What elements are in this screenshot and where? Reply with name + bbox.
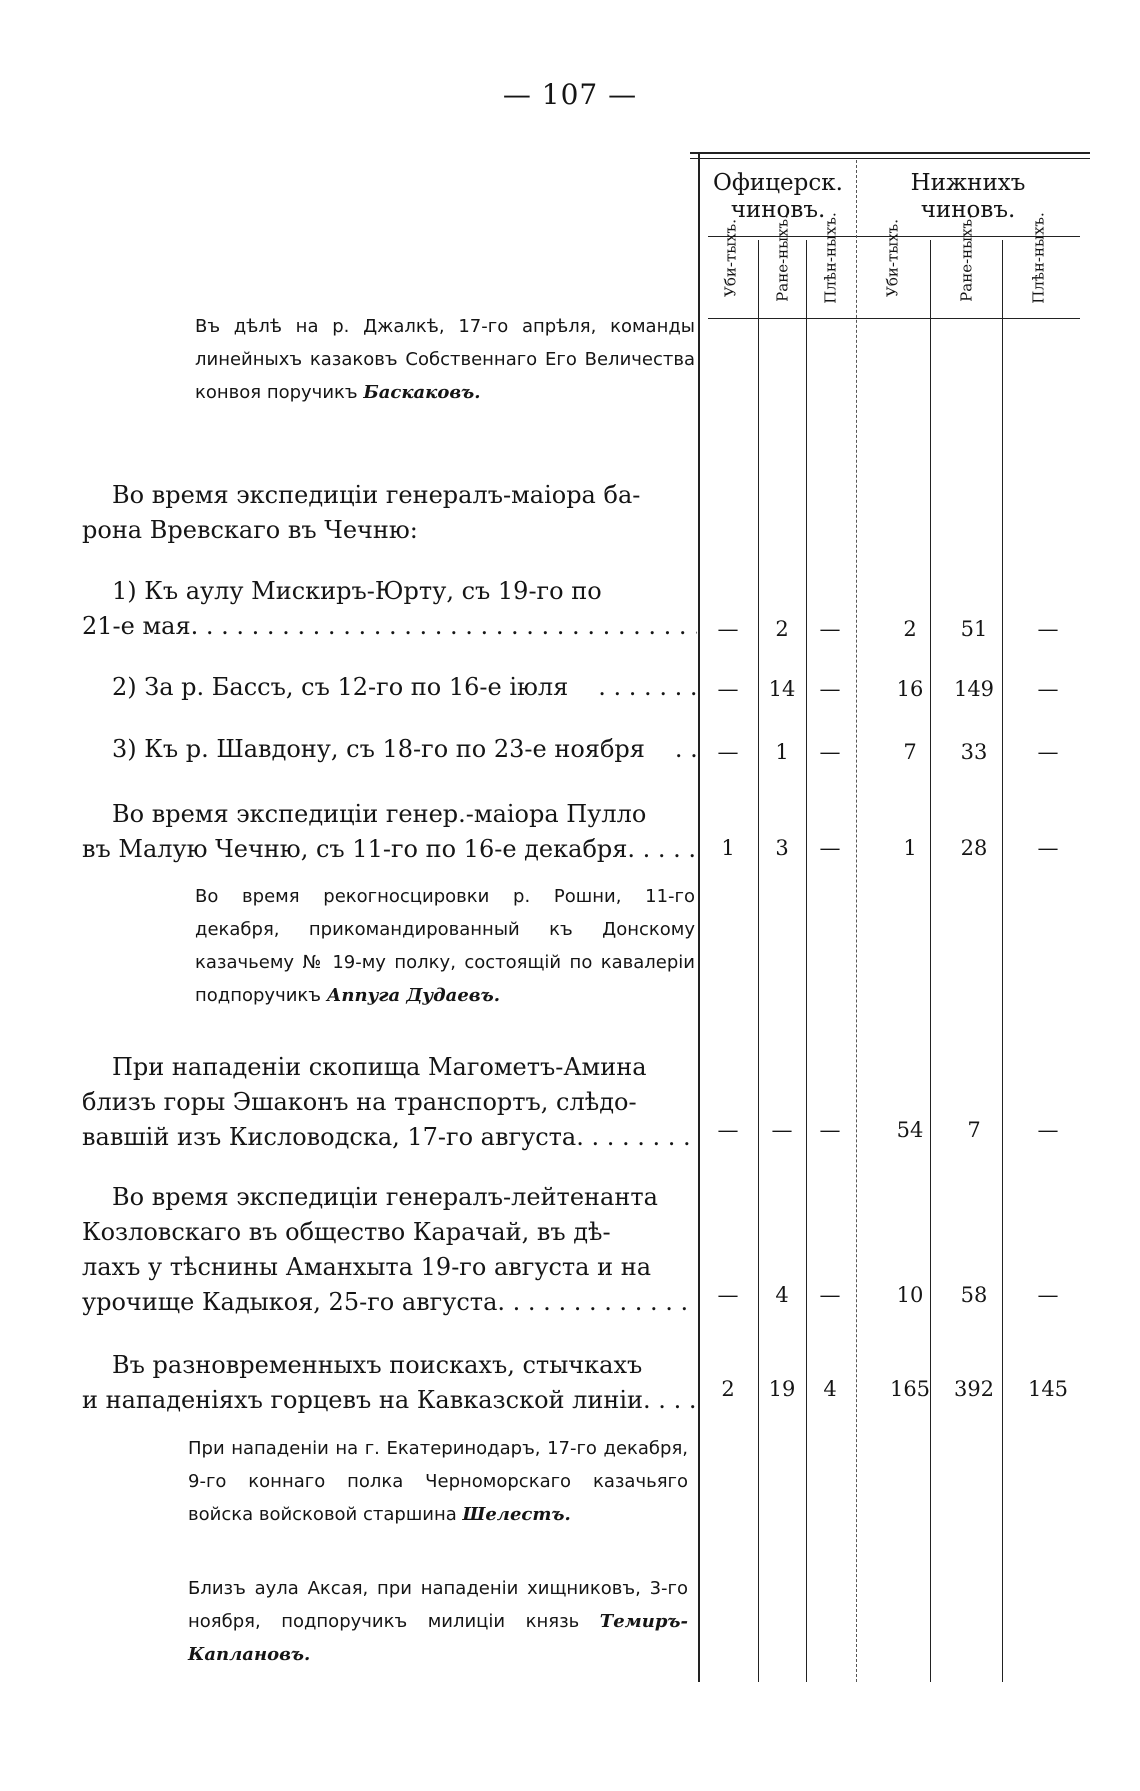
- entry-caucasus-line: [82, 1348, 697, 1418]
- note-text: При нападеніи на г. Екатеринодаръ, 17-го декабря, 9-го коннаго полка Черноморскаго казачьяго войска войсковой старшина: [188, 1438, 688, 1525]
- column-header: Плѣн-ныхъ.: [821, 212, 840, 304]
- note-dudaev: [195, 880, 695, 1012]
- table-cell: —: [1037, 617, 1059, 641]
- entry-vrevsky-c: [82, 732, 697, 767]
- text-line: и нападеніяхъ горцевъ на Кавказской линіи . . .: [82, 1383, 697, 1418]
- table-cell: 149: [953, 677, 995, 701]
- table-cell: 54: [896, 1118, 924, 1142]
- text-line: въ Малую Чечню, съ 11-го по 16-е декабря . . .: [82, 832, 697, 867]
- table-cell: 58: [960, 1283, 988, 1307]
- entry-kozlovsky: [82, 1180, 697, 1320]
- table-cell: —: [717, 1118, 739, 1142]
- note-text: Въ дѣлѣ на р. Джалкѣ, 17-го апрѣля, команды линейныхъ казаковъ Собственнаго Его Величества конвоя поручикъ: [195, 316, 695, 403]
- entry-vrevsky-a: [82, 574, 697, 644]
- entry-magomet-amin: [82, 1050, 697, 1155]
- column-header: Ране-ныхъ.: [773, 214, 792, 302]
- note-kaplanov: [188, 1572, 688, 1671]
- text-line: Во время экспедиціи генералъ-маіора ба-: [112, 481, 641, 509]
- table-cell: —: [717, 677, 739, 701]
- table-cell: 19: [768, 1377, 796, 1401]
- entry-vrevsky-b: [82, 670, 697, 705]
- text-line: Во время экспедиціи генералъ-лейтенанта: [112, 1183, 658, 1211]
- text-line: Въ разновременныхъ поискахъ, стычкахъ: [112, 1351, 643, 1379]
- table-cell: —: [1037, 1118, 1059, 1142]
- text-line: вавшій изъ Кисловодска, 17-го августа . . .: [82, 1120, 697, 1155]
- table-cell: —: [771, 1118, 793, 1142]
- text-line: 2) За р. Бассъ, съ 12-го по 16-е іюля . . .: [82, 670, 697, 705]
- table-cell: —: [717, 617, 739, 641]
- table-cell: 28: [960, 836, 988, 860]
- text-line: 3) Къ р. Шавдону, съ 18-го по 23-е ноября . . .: [82, 732, 697, 767]
- table-cell: —: [717, 1283, 739, 1307]
- table-cell: 14: [768, 677, 796, 701]
- text-line: 1) Къ аулу Мискиръ-Юрту, съ 19-го по: [112, 577, 602, 605]
- note-baskakov: [195, 310, 695, 409]
- table-cell: —: [819, 1118, 841, 1142]
- text-line: При нападеніи скопища Магометъ-Амина: [112, 1053, 647, 1081]
- note-name: Шелестъ.: [462, 1504, 571, 1525]
- page-number: — 107 —: [502, 78, 638, 111]
- text-line: Козловскаго въ общество Карачай, въ дѣ-: [82, 1218, 611, 1246]
- table-cell: 7: [967, 1118, 981, 1142]
- table-cell: —: [1037, 740, 1059, 764]
- table-cell: 2: [775, 617, 789, 641]
- table-cell: 16: [896, 677, 924, 701]
- table-cell: 1: [721, 836, 735, 860]
- table-cell: —: [819, 617, 841, 641]
- table-cell: 33: [960, 740, 988, 764]
- text-line: близъ горы Эшаконъ на транспортъ, слѣдо-: [82, 1088, 637, 1116]
- table-cell: 10: [896, 1283, 924, 1307]
- table-cell: —: [1037, 677, 1059, 701]
- note-name: Аппуга Дудаевъ.: [326, 985, 500, 1006]
- note-text: Близъ аула Аксая, при нападеніи хищниковъ, 3-го ноября, подпоручикъ милиціи князь: [188, 1578, 688, 1632]
- column-header: Ране-ныхъ.: [957, 214, 976, 302]
- text-line: рона Вревскаго въ Чечню:: [82, 516, 418, 544]
- table-cell: 7: [903, 740, 917, 764]
- table-cell: 4: [823, 1377, 837, 1401]
- table-cell: —: [1037, 1283, 1059, 1307]
- table-cell: 2: [721, 1377, 735, 1401]
- text-line: 21-е мая . . .: [82, 609, 697, 644]
- table-cell: 1: [903, 836, 917, 860]
- group-header-lower-ranks: Нижнихъ чиновъ.: [910, 170, 1026, 223]
- table-cell: —: [819, 1283, 841, 1307]
- table-cell: 145: [1027, 1377, 1069, 1401]
- table-cell: 51: [960, 617, 988, 641]
- group-header-officers: Офицерск. чиновъ.: [713, 170, 843, 223]
- text-line: Во время экспедиціи генер.-маіора Пулло: [112, 800, 647, 828]
- table-cell: 392: [953, 1377, 995, 1401]
- table-cell: —: [819, 740, 841, 764]
- table-cell: 2: [903, 617, 917, 641]
- table-cell: —: [717, 740, 739, 764]
- text-line: лахъ у тѣснины Аманхыта 19-го августа и на: [82, 1253, 652, 1281]
- entry-vrevsky: [82, 478, 697, 548]
- note-shelest: [188, 1432, 688, 1531]
- table-cell: 4: [775, 1283, 789, 1307]
- note-name: Темиръ-Каплановъ.: [188, 1611, 688, 1665]
- column-header: Уби-тыхъ.: [883, 219, 902, 297]
- column-header: Плѣн-ныхъ.: [1029, 212, 1048, 304]
- table-cell: —: [819, 677, 841, 701]
- column-header: Уби-тыхъ.: [721, 219, 740, 297]
- table-cell: 1: [775, 740, 789, 764]
- entry-pullo: [82, 797, 697, 867]
- note-text: Во время рекогносцировки р. Рошни, 11-го декабря, прикомандированный къ Донскому казачьему № 19-му полку, состоящій по кавалеріи подпоручикъ: [195, 886, 695, 1006]
- text-line: урочище Кадыкоя, 25-го августа . . .: [82, 1285, 697, 1320]
- table-cell: —: [819, 836, 841, 860]
- table-cell: 165: [889, 1377, 931, 1401]
- table-cell: 3: [775, 836, 789, 860]
- table-cell: —: [1037, 836, 1059, 860]
- note-name: Баскаковъ.: [363, 382, 481, 403]
